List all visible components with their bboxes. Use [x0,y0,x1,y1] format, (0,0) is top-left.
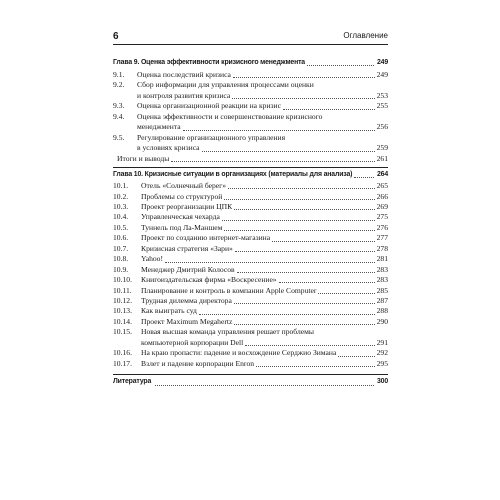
section-title: Оглавление [343,31,388,40]
entry-page: 269 [376,201,388,211]
entry-page: 277 [376,233,388,243]
dot-leader [234,303,375,304]
entry-number: 10.15. [113,327,132,337]
dot-leader [234,209,374,210]
dot-leader [202,151,375,152]
dot-leader [272,241,375,242]
entry-page: 283 [376,264,388,274]
dot-leader [318,293,374,294]
chapter-title: Глава 9. Оценка эффективности кризисного менеджмента [113,59,305,66]
entry-number: 10.5. [113,222,129,232]
entry-number: 10.6. [113,233,129,243]
entry-title: Взлет и падение корпорации Enron [141,358,255,368]
entry-number: 10.9. [113,264,129,274]
entry-number: 10.17. [113,358,132,368]
entry-title: Регулирование организационного управления [137,132,286,142]
entry-title: Кризисная стратегия «Зари» [141,243,233,253]
entry-title: и контроля развития кризиса [137,90,231,100]
dot-leader [245,345,374,346]
entry-page: 291 [376,337,388,347]
entry-number: 10.16. [113,348,132,358]
entry-number: 10.4. [113,212,129,222]
entry-title: компьютерной корпорации Dell [141,337,244,347]
dot-leader [283,109,375,110]
entry-page: 278 [376,243,388,253]
dot-leader [199,314,375,315]
entry-number: 9.2. [113,80,125,90]
entry-page: 265 [376,181,388,191]
entry-title: Проект Maximum Megahertz [141,316,233,326]
chapter-page: 264 [376,171,388,179]
entry-number: 10.1. [113,181,129,191]
dot-leader [307,65,375,66]
entry-page: 292 [376,348,388,358]
entry-number: 9.4. [113,111,125,121]
running-header [113,29,388,43]
entry-title: Итоги и выводы [117,153,170,163]
dot-leader [237,272,375,273]
entry-number: 9.3. [113,101,125,111]
dot-leader [155,385,375,386]
section-rule [113,374,388,375]
entry-page: 276 [376,222,388,232]
entry-title: менеджмента [137,122,181,132]
entry-page: 259 [376,143,388,153]
entry-page: 290 [376,316,388,326]
entry-number: 10.11. [113,285,132,295]
dot-leader [234,324,374,325]
entry-title: Оценка последствий кризиса [137,70,231,79]
header-rule [113,44,388,45]
entry-title: в условиях кризиса [137,143,200,153]
chapter-page: 249 [376,59,388,66]
dot-leader [232,98,374,99]
dot-leader [235,251,375,252]
entry-number: 10.8. [113,254,129,264]
dot-leader [222,220,375,221]
entry-title: Новая высшая команда управления решает проблемы [141,327,315,337]
entry-title: Оценка эффективности и совершенствование кризисного [137,111,323,121]
dot-leader [233,77,375,78]
entry-number: 10.13. [113,306,132,316]
entry-page: 287 [376,296,388,305]
entry-title: Туннель под Ла-Маншем [141,222,223,232]
dot-leader [224,199,374,200]
entry-page: 285 [376,285,388,295]
entry-number: 9.5. [113,132,125,142]
dot-leader [354,177,374,178]
dot-leader [228,188,375,189]
literature-title: Литература [113,378,152,386]
entry-title: Проект реорганизации ЦПК [141,201,233,211]
entry-page: 266 [376,191,388,201]
entry-page: 275 [376,212,388,222]
section-rule [113,167,388,168]
entry-page: 249 [376,70,388,79]
entry-number: 9.1. [113,70,125,79]
entry-page: 256 [376,122,388,132]
entry-title: Оценка организационной реакции на кризис [137,101,281,111]
entry-title: Проект по созданию интернет-магазина [141,233,271,243]
dot-leader [256,366,375,367]
page-number: 6 [113,31,119,42]
entry-page: 283 [376,275,388,285]
chapter-title: Глава 10. Кризисные ситуации в организациях (материалы для анализа) [113,171,353,179]
literature-page: 300 [376,378,388,386]
entry-title: Как выиграть суд [141,306,197,316]
dot-leader [165,262,375,263]
entry-title: Сбор информации для управления процессами оценки [137,80,314,90]
entry-number: 10.3. [113,201,129,211]
entry-page: 253 [376,90,388,100]
entry-number: 10.2. [113,191,129,201]
dot-leader [183,130,375,131]
entry-title: Менеджер Дмитрий Колосов [141,264,235,274]
entry-title: Отель «Солнечный берег» [141,181,227,191]
entry-page: 261 [376,153,388,163]
entry-page: 281 [376,254,388,264]
entry-title: На краю пропасти: падение и восхождение Серджио Зимана [141,348,337,358]
entry-number: 10.12. [113,296,132,305]
entry-number: 10.10. [113,275,132,285]
entry-number: 10.7. [113,243,129,253]
entry-number: 10.14. [113,316,132,326]
entry-page: 288 [376,306,388,316]
entry-title: Yahoo! [141,254,164,264]
entry-title: Управленческая чехарда [141,212,220,222]
entry-page: 255 [376,101,388,111]
entry-page: 295 [376,358,388,368]
dot-leader [279,282,375,283]
entry-title: Книгоиздательская фирма «Воскресение» [141,275,277,285]
entry-title: Трудная дилемма директора [141,296,232,305]
entry-title: Проблемы со структурой [141,191,223,201]
dot-leader [338,356,374,357]
entry-title: Планирование и контроль в компании Apple Computer [141,285,317,295]
dot-leader [171,161,374,162]
dot-leader [224,230,374,231]
